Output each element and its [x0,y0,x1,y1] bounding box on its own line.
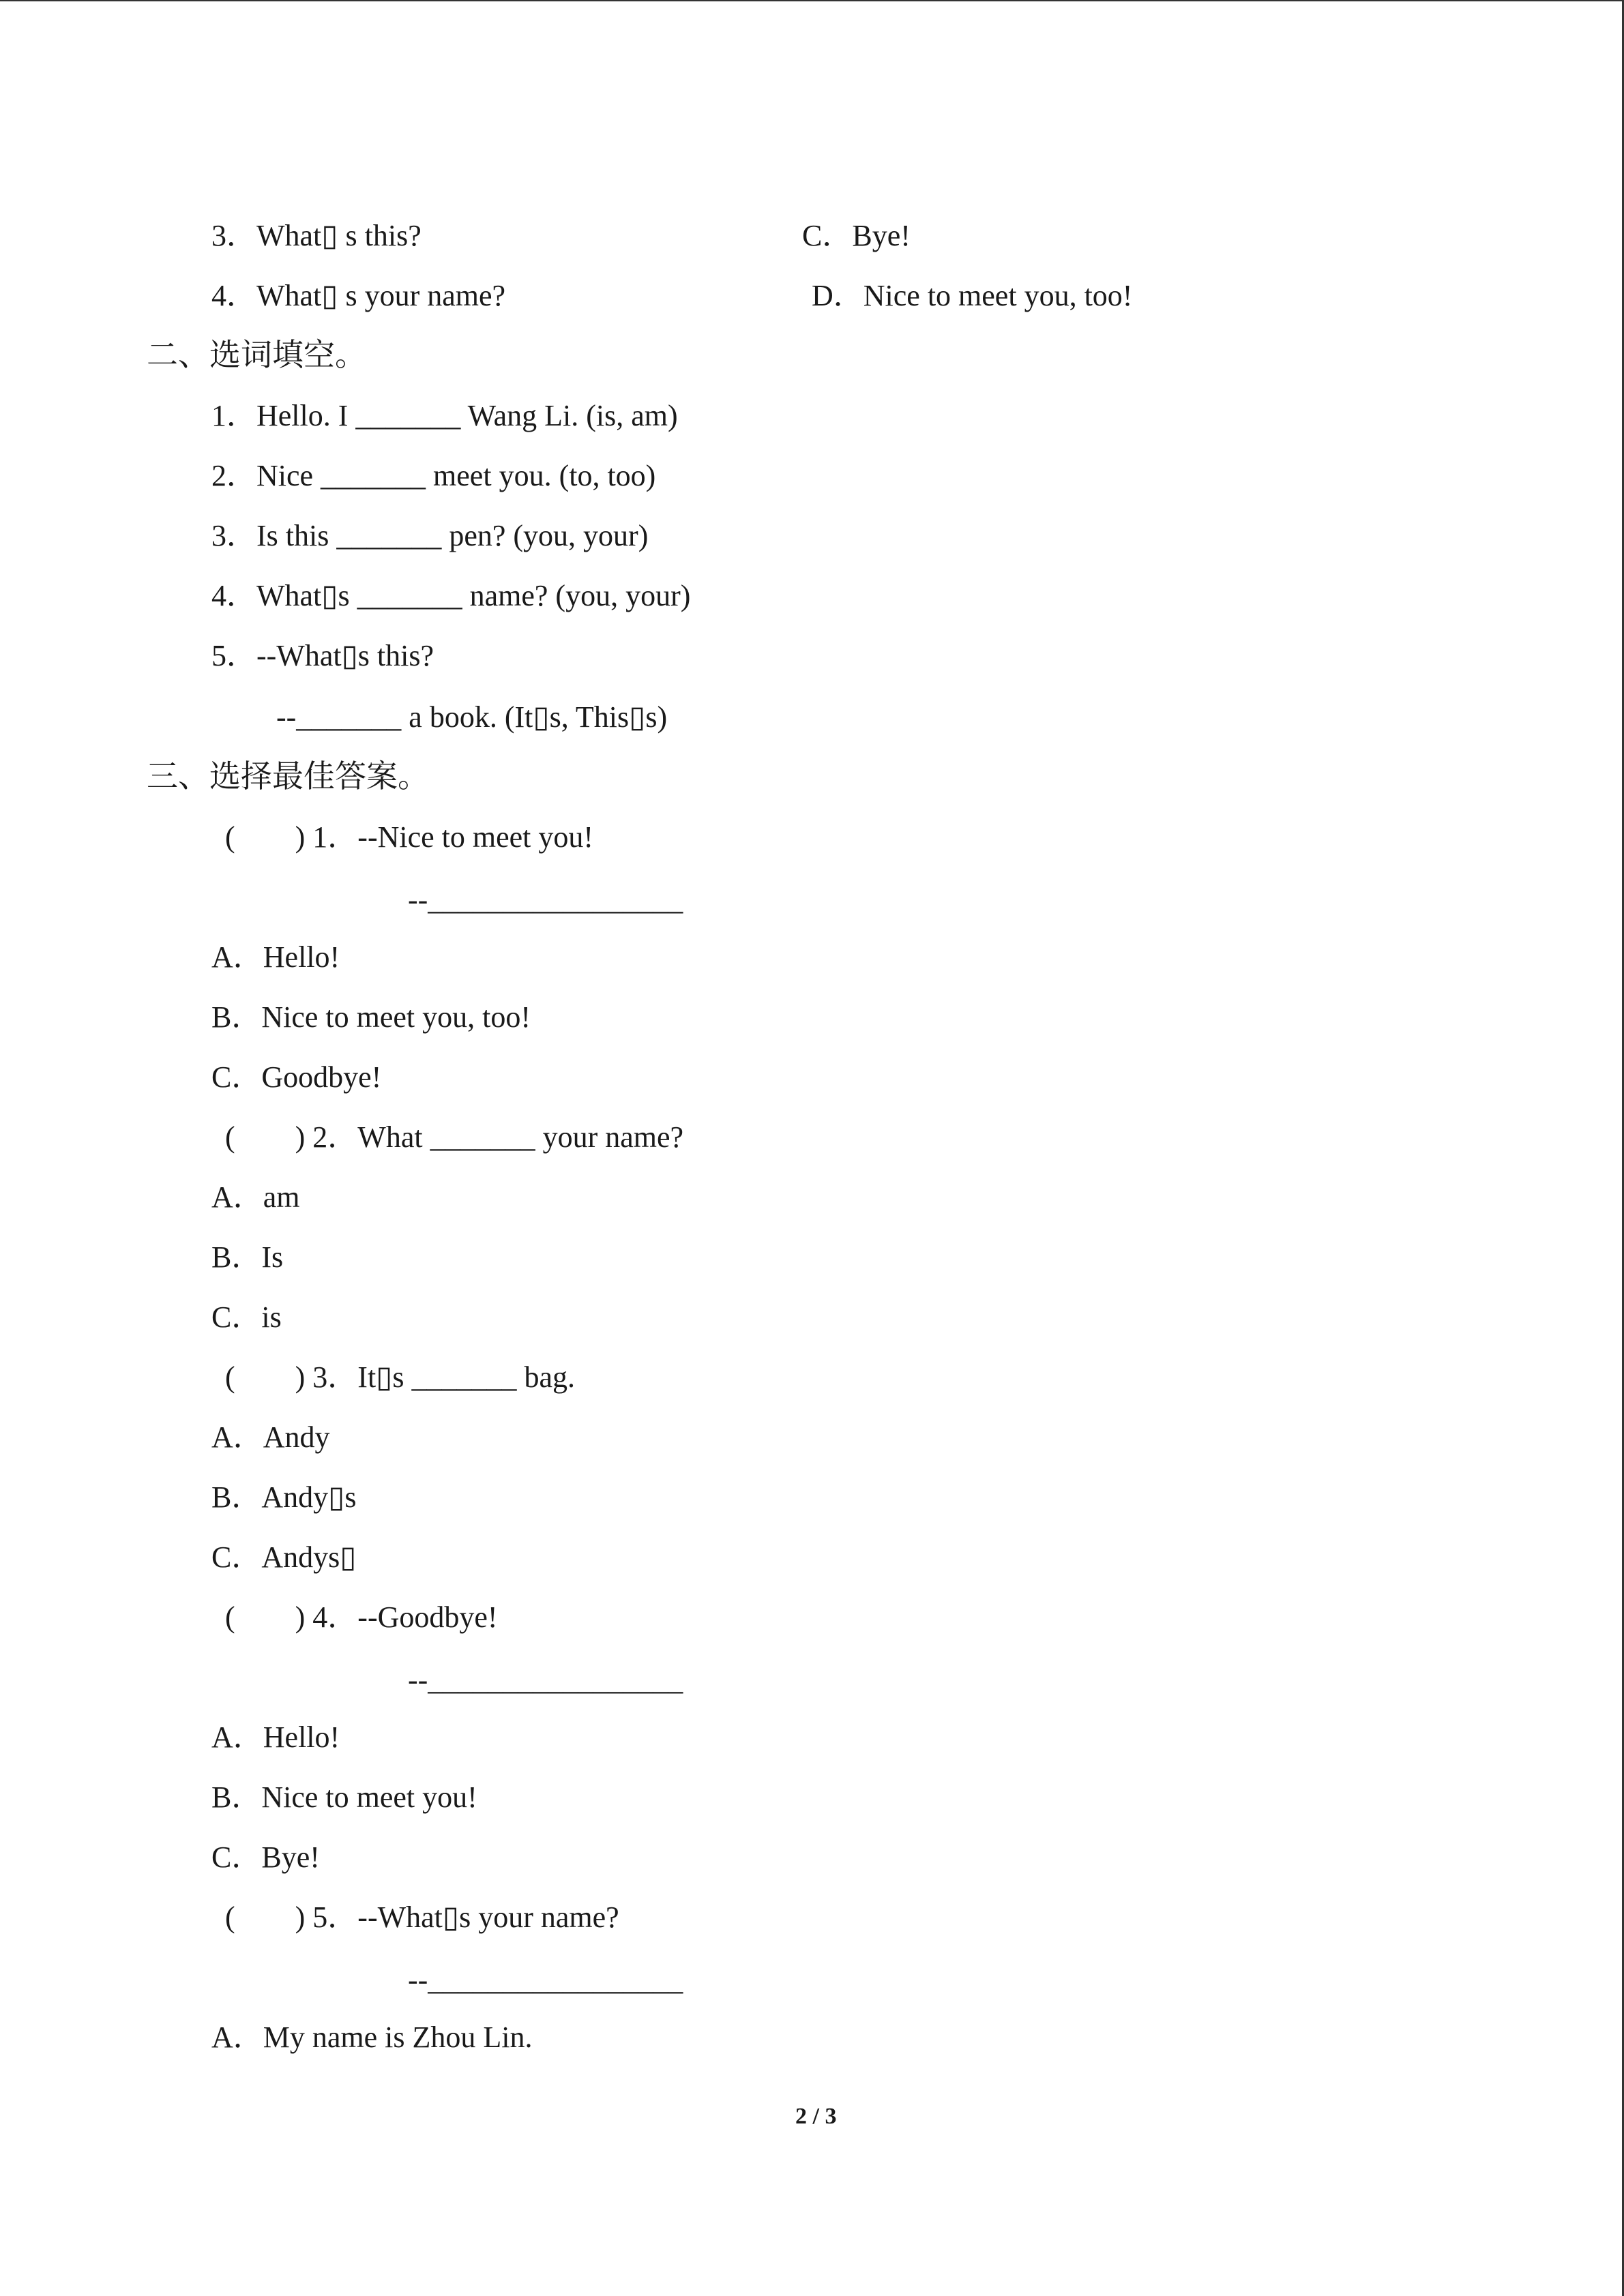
fill-item-4: 4．What▯s _______ name? (you, your) [211,579,691,612]
mc-q3-option-b: B．Andy▯s [211,1480,357,1514]
fill-item-5-answer: --_______ a book. (It▯s, This▯s) [276,700,668,734]
mc-q3-option-c: C．Andys▯ [211,1540,357,1574]
section2-heading: 二、选词填空。 [147,336,366,373]
mc-q2-option-a: A．am [211,1180,300,1214]
match-left-4: 4．What▯ s your name? [211,279,506,312]
mc-q1-option-c: C．Goodbye! [211,1060,382,1094]
mc-q5-option-a: A．My name is Zhou Lin. [211,2021,533,2054]
mc-q5-stem: ( ) 5．--What▯s your name? [225,1900,619,1934]
mc-q4-option-a: A．Hello! [211,1720,340,1754]
mc-q4-stem: ( ) 4．--Goodbye! [225,1600,498,1634]
fill-item-5: 5．--What▯s this? [211,639,434,672]
match-right-d: D．Nice to meet you, too! [812,279,1133,312]
mc-q3-stem: ( ) 3．It▯s _______ bag. [225,1360,576,1394]
fill-item-1: 1．Hello. I _______ Wang Li. (is, am) [211,399,678,432]
fill-item-2: 2．Nice _______ meet you. (to, too) [211,459,656,492]
match-right-c: C．Bye! [802,219,911,252]
mc-q2-stem: ( ) 2．What _______ your name? [225,1120,684,1154]
fill-item-3: 3．Is this _______ pen? (you, your) [211,519,649,552]
mc-q2-option-b: B．Is [211,1240,284,1274]
mc-q4-answer-line: --_________________ [408,1663,683,1697]
match-left-3: 3．What▯ s this? [211,219,422,252]
mc-q1-option-b: B．Nice to meet you, too! [211,1000,531,1034]
mc-q4-option-b: B．Nice to meet you! [211,1780,477,1814]
mc-q1-stem: ( ) 1．--Nice to meet you! [225,820,594,854]
mc-q5-answer-line: --_________________ [408,1963,683,1997]
mc-q3-option-a: A．Andy [211,1420,330,1454]
page-number: 2 / 3 [795,2104,837,2129]
mc-q4-option-c: C．Bye! [211,1840,320,1874]
top-rule [0,0,1624,1]
section3-heading: 三、选择最佳答案。 [147,758,429,794]
mc-q1-answer-line: --_________________ [408,883,683,916]
mc-q1-option-a: A．Hello! [211,940,340,974]
mc-q2-option-c: C．is [211,1300,282,1334]
